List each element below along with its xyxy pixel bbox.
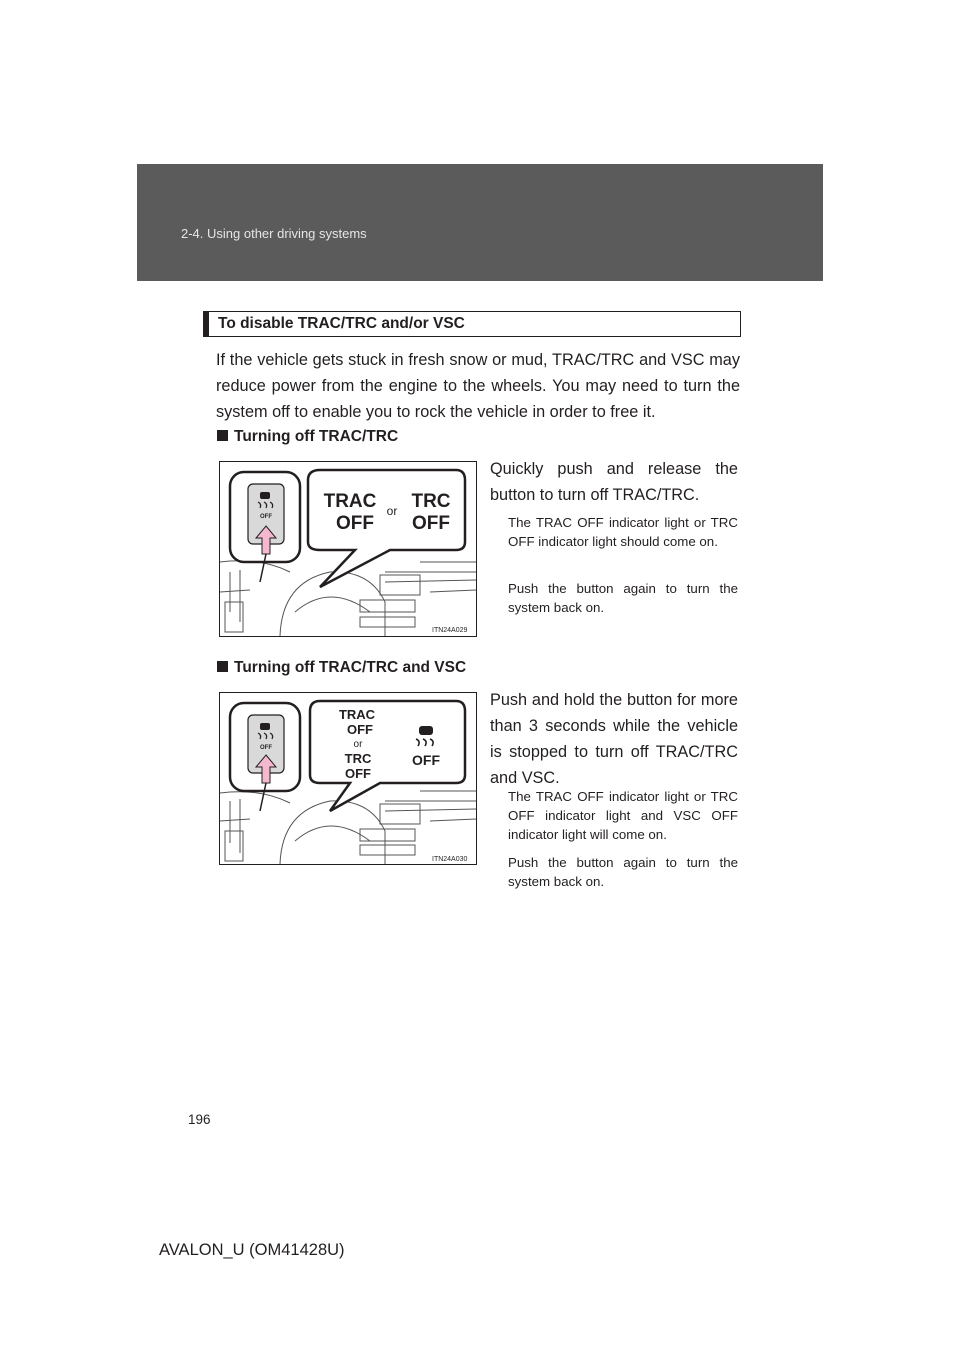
- vsc-off-label: OFF: [412, 752, 440, 768]
- button-off-label: OFF: [260, 745, 272, 751]
- sub1-body: Quickly push and release the button to turn off TRAC/TRC.: [490, 460, 738, 504]
- trac-indicator-line2: OFF: [347, 722, 373, 737]
- trc-indicator-line2: OFF: [412, 513, 450, 534]
- chapter-header-bar: [137, 164, 823, 281]
- intro-paragraph: If the vehicle gets stuck in fresh snow or mud, TRAC/TRC and VSC may reduce power from the engine to the wheels. You may need to turn the system off to enable you to rock the vehicle in order to free it.: [216, 351, 740, 421]
- section-breadcrumb: 2-4. Using other driving systems: [181, 226, 367, 241]
- title-marker: [204, 312, 209, 336]
- figure-code: ITN24A029: [432, 627, 468, 634]
- square-bullet-icon: [217, 661, 228, 672]
- document-footer: AVALON_U (OM41428U): [159, 1241, 345, 1259]
- figure-code: ITN24A030: [432, 856, 468, 863]
- or-label: or: [386, 504, 398, 518]
- sub2-note-2: Push the button again to turn the system back on.: [508, 855, 738, 889]
- button-off-label: OFF: [260, 514, 272, 520]
- sub2-body: Push and hold the button for more than 3 seconds while the vehicle is stopped to turn off TRAC/TRC and VSC.: [490, 691, 738, 787]
- trac-indicator-line1: TRAC: [323, 491, 377, 512]
- dashboard-illustration-2: [220, 693, 476, 864]
- trc-indicator-line2: OFF: [345, 766, 371, 781]
- trc-indicator-line1: TRC: [411, 491, 451, 512]
- section-title-box: [203, 311, 741, 337]
- dashboard-illustration-1: [220, 462, 476, 636]
- or-label: or: [353, 739, 363, 750]
- page-number: 196: [188, 1112, 211, 1127]
- section-title: To disable TRAC/TRC and/or VSC: [218, 315, 465, 332]
- sub1-note-1: The TRAC OFF indicator light or TRC OFF indicator light should come on.: [508, 515, 738, 549]
- subheading-text: Turning off TRAC/TRC: [234, 428, 399, 445]
- subheading-text: Turning off TRAC/TRC and VSC: [234, 659, 467, 676]
- sub1-note-2: Push the button again to turn the system back on.: [508, 581, 738, 615]
- square-bullet-icon: [217, 430, 228, 441]
- subheading-turning-off-trac: [217, 428, 398, 446]
- trc-indicator-line1: TRC: [344, 751, 372, 766]
- figure-trac-off: [219, 461, 477, 637]
- figure-trac-vsc-off: [219, 692, 477, 865]
- sub2-note-1: The TRAC OFF indicator light or TRC OFF indicator light and VSC OFF indicator light will come on.: [508, 789, 738, 842]
- subheading-turning-off-trac-vsc: [217, 659, 466, 677]
- trac-indicator-line2: OFF: [336, 513, 374, 534]
- trac-indicator-line1: TRAC: [338, 707, 376, 722]
